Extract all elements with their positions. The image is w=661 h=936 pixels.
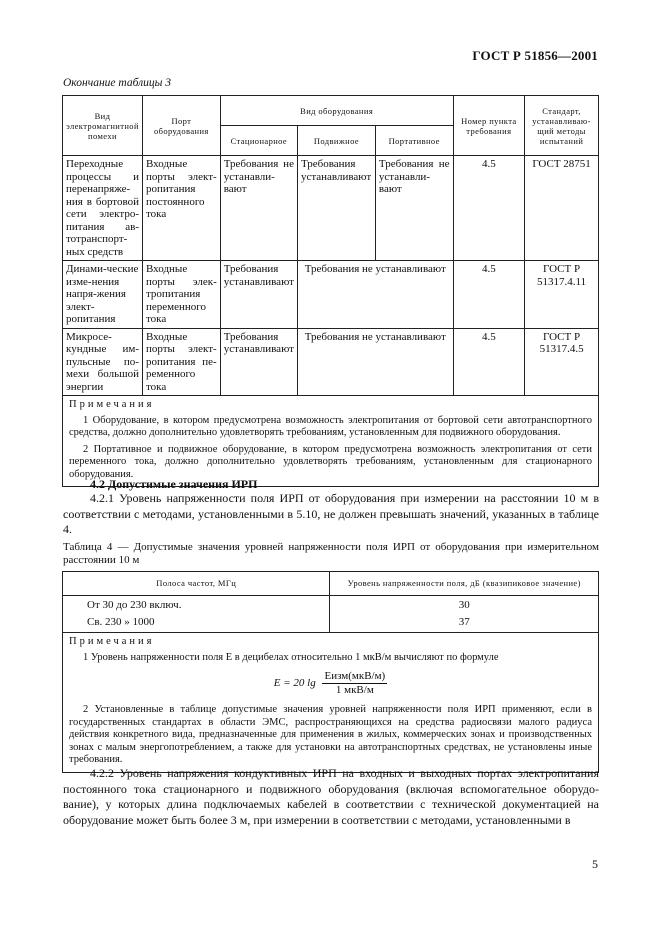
col-header-mobile: Подвижное xyxy=(297,126,375,156)
col-header-level: Уровень напряженности поля, дБ (квазипиковое значение) xyxy=(330,572,599,596)
table3-caption: Окончание таблицы 3 xyxy=(63,77,171,89)
note-1: 1 Уровень напряженности поля E в децибелах относительно 1 мкВ/м вычисляют по формуле xyxy=(83,651,499,663)
table-row xyxy=(63,614,599,633)
note-1: 1 Оборудование, в котором предусмотрена возможность электропитания от бортовой сети автотранспортного средства, должно дополнительно удовлетворять требованиям, установленным для подвижного оборудования. xyxy=(69,414,592,438)
cell-clause: 4.5 xyxy=(453,261,525,329)
cell-standard: ГОСТ Р 51317.4.11 xyxy=(525,261,599,329)
cell-interference: Микросе-кундные им-пульсные по-мехи большой энергии xyxy=(63,328,143,396)
formula-denominator: 1 мкВ/м xyxy=(335,683,374,696)
cell-mobile: Требования устанавливают xyxy=(297,156,375,261)
page-number: 5 xyxy=(592,857,598,871)
cell-stationary: Требования устанавливают xyxy=(220,261,297,329)
note-2: 2 Установленные в таблице допустимые значения уровней напряженности поля ИРП применяют, если в государственных стандартах в области ЭМС, распространяющихся на средства радиосвязи малого радиуса действия конкретного вида, предназначенные для применения в жилых, коммерческих зонах и производственных зонах с малым энергопотреблением, а также для установки на автотранспортных средствах, не установлены иные требования. xyxy=(69,704,592,765)
cell-interference: Динами-ческие изме-нения напря-жения элект-ропитания xyxy=(63,261,143,329)
cell-level: 37 xyxy=(330,614,599,633)
table4-notes xyxy=(63,633,599,773)
cell-portable: Требования не устанавли-вают xyxy=(375,156,453,261)
cell-mobile-portable: Требования не устанавливают xyxy=(297,328,453,396)
cell-port: Входные порты элек-тропитания переменного тока xyxy=(142,261,220,329)
section-title: 4.2 Допустимые значения ИРП xyxy=(90,477,258,491)
col-header-standard: Стандарт, устанавливаю-щий методы испытаний xyxy=(525,96,599,156)
cell-standard: ГОСТ Р 51317.4.5 xyxy=(525,328,599,396)
col-header-stationary: Стационарное xyxy=(220,126,297,156)
cell-interference: Переходные процессы и перенапряже-ния в бортовой сети электро-питания ав-тотранспорт-ных средств xyxy=(63,156,143,261)
col-header-port: Порт оборудования xyxy=(142,96,220,156)
table-4 xyxy=(62,571,599,773)
cell-clause: 4.5 xyxy=(453,328,525,396)
cell-port: Входные порты элект-ропитания постоянного тока xyxy=(142,156,220,261)
table-row xyxy=(63,328,599,396)
cell-port: Входные порты элект-ропитания пе-ременного тока xyxy=(142,328,220,396)
document-code: ГОСТ Р 51856—2001 xyxy=(472,48,598,63)
paragraph-4-2-2: 4.2.2 Уровень напряжения кондуктивных ИРП на входных и выходных портах электропитания постоянного тока стационарного и подвижного оборудования (включая вспомогательное оборудо-вание), у которых длина подключаемых кабелей в соответствии с технической документацией на оборудование может быть более 3 м, при измерении в соответствии с методами, установленными в xyxy=(63,766,599,827)
formula xyxy=(69,670,592,696)
note-2: 2 Портативное и подвижное оборудование, в котором предусмотрена возможность электропитания от сети переменного тока, должно дополнительно удовлетворять требованиям, установленным для стационарного оборудования. xyxy=(69,443,592,480)
cell-mobile-portable: Требования не устанавливают xyxy=(297,261,453,329)
cell-clause: 4.5 xyxy=(453,156,525,261)
cell-band: Св. 230 » 1000 xyxy=(63,614,330,633)
table4-caption xyxy=(63,541,599,567)
cell-level: 30 xyxy=(330,596,599,615)
cell-band: От 30 до 230 включ. xyxy=(63,596,330,615)
notes-title: Примечания xyxy=(69,636,155,647)
formula-fraction xyxy=(322,670,387,696)
table4-caption-text: Таблица 4 — Допустимые значения уровней напряженности поля ИРП от оборудования при измерительном расстоянии 10 м xyxy=(63,541,599,566)
table-row xyxy=(63,596,599,615)
col-header-frequency: Полоса частот, МГц xyxy=(63,572,330,596)
table-3 xyxy=(62,95,599,487)
table-row xyxy=(63,156,599,261)
table-row xyxy=(63,261,599,329)
cell-stationary: Требования не устанавли-вают xyxy=(220,156,297,261)
col-header-equipment-type: Вид оборудования xyxy=(220,96,453,126)
col-header-clause: Номер пункта требования xyxy=(453,96,525,156)
cell-stationary: Требования устанавливают xyxy=(220,328,297,396)
formula-numerator: Eизм(мкВ/м) xyxy=(324,670,386,682)
table3-notes xyxy=(63,396,599,487)
paragraph-4-2-1: 4.2.1 Уровень напряженности поля ИРП от оборудования при измерении на расстоянии 10 м в соответствии с методами, установленными в 5.10, не должен превышать значений, указанных в таблице 4. xyxy=(63,491,599,536)
col-header-portable: Портативное xyxy=(375,126,453,156)
col-header-interference: Вид электромагнитной помехи xyxy=(63,96,143,156)
formula-lhs: E = 20 lg xyxy=(273,676,316,689)
cell-standard: ГОСТ 28751 xyxy=(525,156,599,261)
notes-title: Примечания xyxy=(69,399,155,410)
